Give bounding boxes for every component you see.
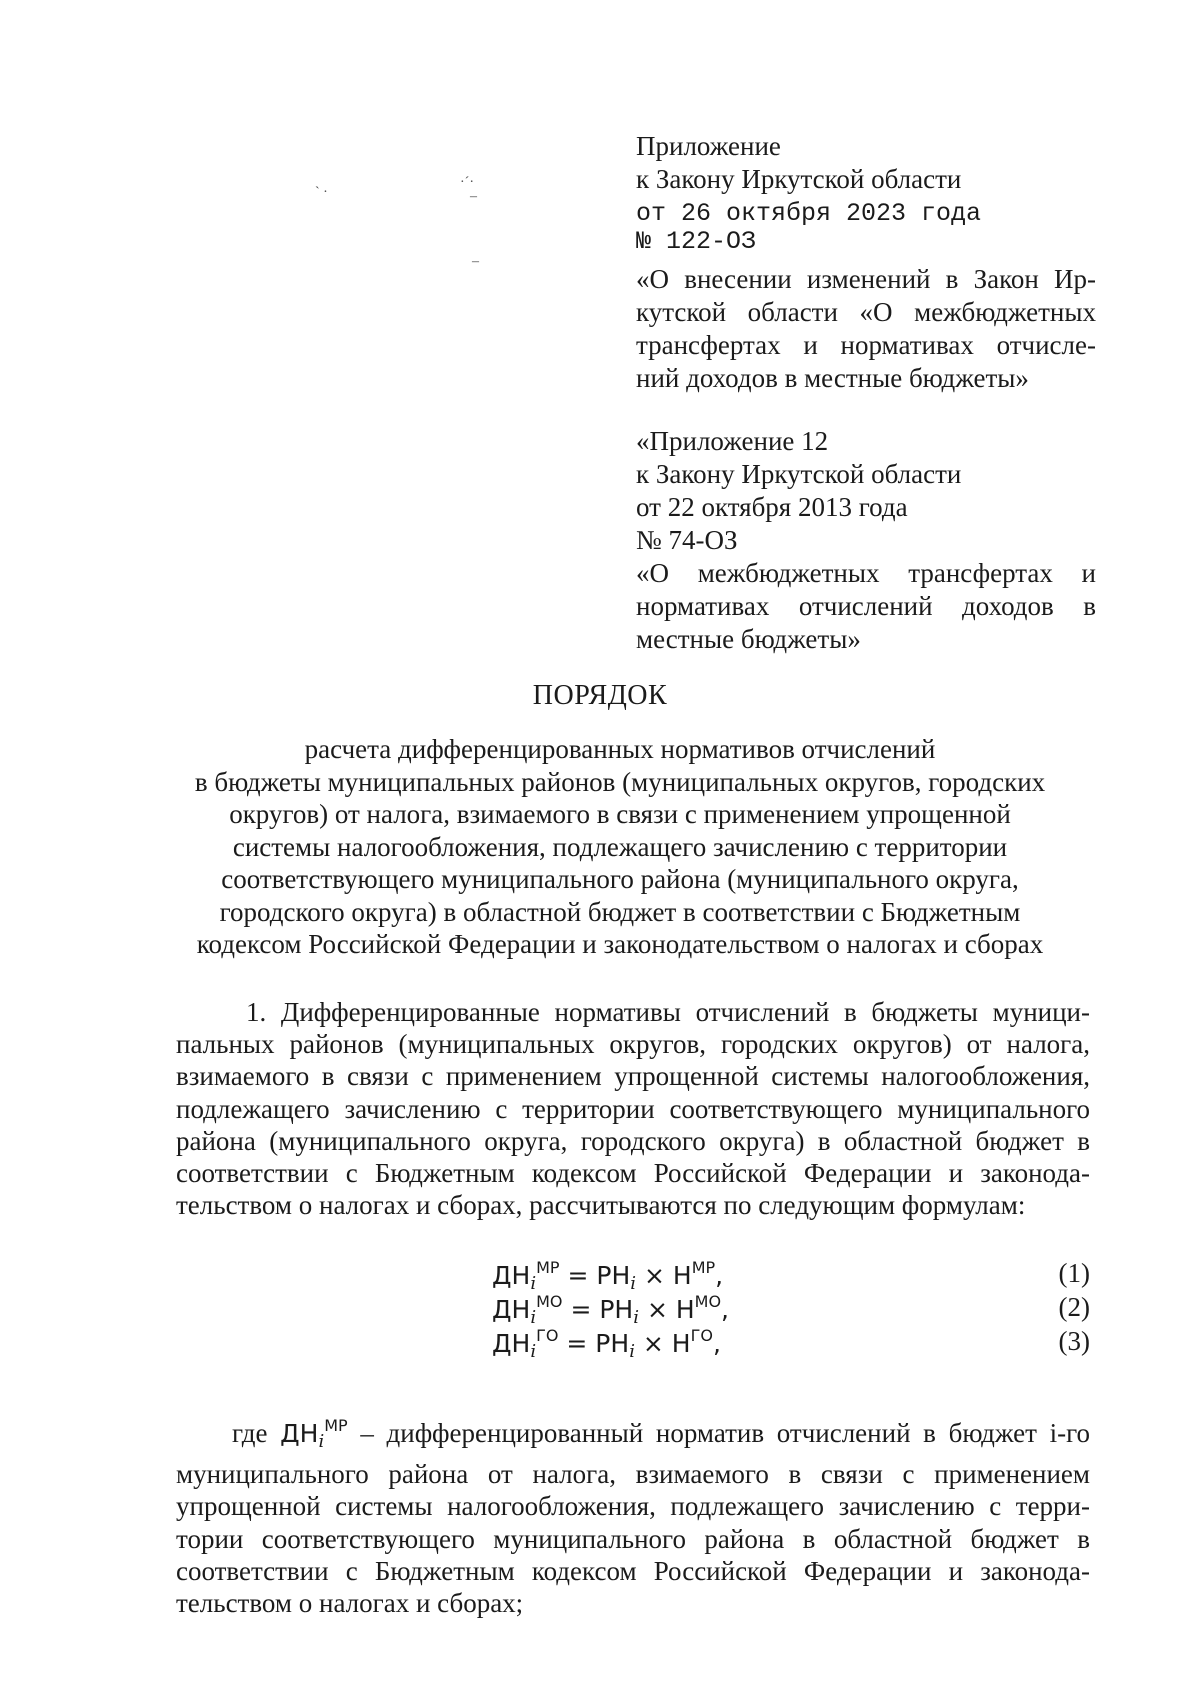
formula-number: (3) [1058,1326,1090,1356]
formula-3 [176,1326,1090,1360]
document-title: ПОРЯДОК [532,680,668,711]
title-line: ний доходов в местные бюджеты» [636,363,1029,393]
title-line: «О внесении изменений в Закон Ир- [636,264,1096,294]
scan-speck: ·ˊ· [460,175,474,190]
appendix-12-title-line: «О межбюджетных трансфертах и [636,558,1096,588]
where-first-line: где $ДН_i^{МР}$ – дифференцированный норматив отчислений в бюджет i-го [232,1416,1090,1452]
subtitle-line: кодексом Российской Федерации и законодательством о налогах и сборах [196,929,1044,959]
appendix-12-line: к Закону Иркутской области [636,459,962,489]
formula-1 [176,1258,1090,1292]
appendix-12-block [636,425,1096,656]
appendix-label: Приложение [636,131,781,161]
formula-2 [176,1292,1090,1326]
scan-speck: ‒ [470,189,477,204]
where-block [176,1410,1090,1619]
title-line: трансфертах и нормативах отчисле- [636,330,1096,360]
paragraph-line: пальных районов (муниципальных округов, городских округов) от налога, [176,1029,1090,1060]
where-line: упрощенной системы налогообложения, подлежащего зачислению с терри- [176,1491,1090,1522]
amendment-law-title [636,263,1096,395]
appendix-number: № 122-ОЗ [636,227,757,256]
appendix-12-title-line: местные бюджеты» [636,624,861,654]
paragraph-line: района (муниципального округа, городского округа) в областной бюджет в [176,1125,1090,1156]
subtitle-line: системы налогообложения, подлежащего зачислению с территории [232,831,1008,862]
subtitle-line: городского округа) в областной бюджет в соответствии с Бюджетным [219,896,1021,927]
appendix-date: от 26 октября 2023 года [636,199,982,228]
formula-expression: $ДН_i^{ГО} = РН_i \times Н^{ГО}$, [492,1326,721,1362]
appendix-12-line: № 74-ОЗ [636,525,738,555]
appendix-law-ref: к Закону Иркутской области [636,164,962,194]
paragraph-line: тельством о налогах и сборах, рассчитываются по следующим формулам: [176,1190,1026,1221]
appendix-12-line: «Приложение 12 [636,426,829,456]
formula-number: (2) [1058,1292,1090,1322]
paragraph-line: соответствии с Бюджетным кодексом Российской Федерации и законода- [176,1158,1090,1189]
scan-speck: ˋ · [315,185,328,200]
subtitle-line: в бюджеты муниципальных районов (муниципальных округов, городских [194,766,1046,797]
where-line: соответствии с Бюджетным кодексом Российской Федерации и законода- [176,1555,1090,1586]
document-subtitle [150,733,1090,961]
formula-number: (1) [1058,1258,1090,1288]
paragraph-line: 1. Дифференцированные нормативы отчислений в бюджеты муници- [246,997,1090,1027]
appendix-header [636,130,1096,256]
formula-expression: $ДН_i^{МР} = РН_i \times Н^{МР}$, [492,1258,724,1294]
paragraph-1 [176,996,1090,1221]
appendix-12-line: от 22 октября 2013 года [636,492,908,522]
paragraph-line: подлежащего зачислению с территории соответствующего муниципального [176,1093,1090,1124]
formula-expression: $ДН_i^{МО} = РН_i \times Н^{МО}$, [492,1292,729,1328]
title-line: кутской области «О межбюджетных [636,297,1096,327]
subtitle-line: соответствующего муниципального района (муниципального округа, [221,864,1019,894]
where-line: тории соответствующего муниципального района в областной бюджет в [176,1523,1090,1554]
where-line: муниципального района от налога, взимаемого в связи с применением [176,1459,1090,1490]
scan-speck: ‒ [472,254,479,269]
where-line: тельством о налогах и сборах; [176,1588,524,1619]
subtitle-line: расчета дифференцированных нормативов отчислений [304,734,936,764]
paragraph-line: взимаемого в связи с применением упрощенной системы налогообложения, [176,1061,1090,1092]
subtitle-line: округов) от налога, взимаемого в связи с применением упрощенной [229,799,1011,829]
appendix-12-title-line: нормативах отчислений доходов в [636,591,1096,621]
